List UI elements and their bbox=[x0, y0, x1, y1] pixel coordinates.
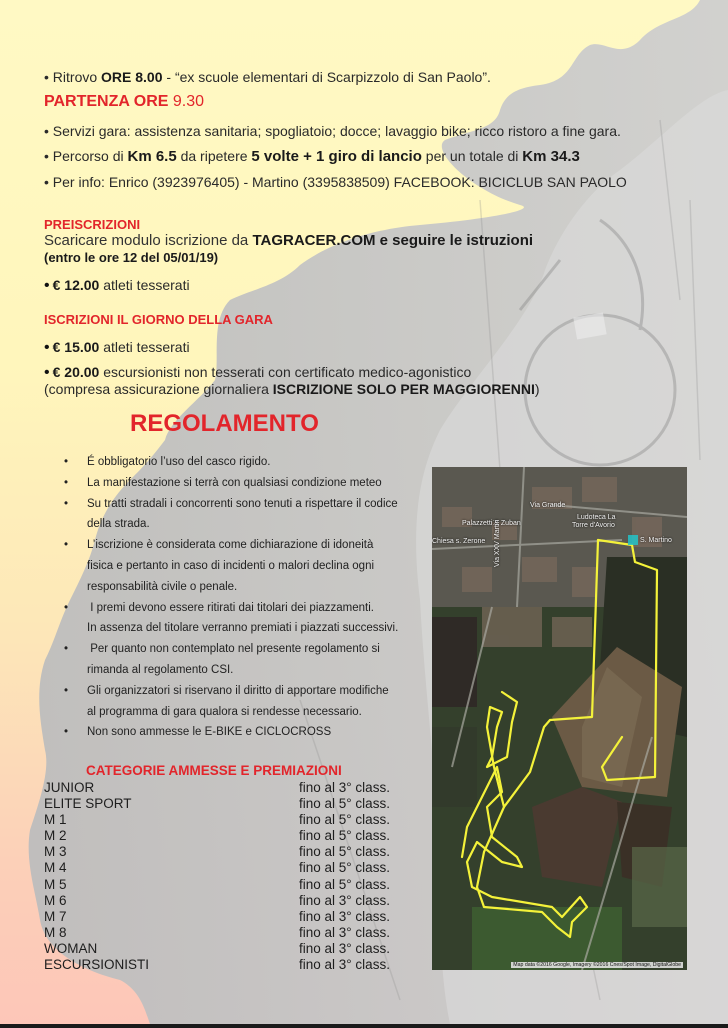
map-label-palazzetti: Palazzetti & Zuban bbox=[462, 520, 521, 527]
bullet-icon: • bbox=[64, 456, 69, 468]
rule-text: La manifestazione si terrà con qualsiasi condizione meteo bbox=[87, 476, 382, 489]
rule-text: Per quanto non contemplato nel presente regolamento si bbox=[87, 643, 380, 656]
category-name: JUNIOR bbox=[44, 780, 95, 795]
note-close: ) bbox=[534, 381, 540, 397]
category-name: M 3 bbox=[44, 844, 67, 860]
servizi-line: • Servizi gara: assistenza sanitaria; spogliatoio; docce; lavaggio bike; ricco ristoro a fine gara. bbox=[44, 123, 621, 139]
category-row bbox=[44, 828, 404, 844]
percorso-text-2: da ripetere bbox=[176, 148, 252, 164]
category-row bbox=[44, 909, 404, 925]
category-prize: fino al 3° class. bbox=[299, 940, 390, 956]
category-prize: fino al 5° class. bbox=[299, 796, 390, 812]
note-text: (compresa assicurazione giornaliera bbox=[44, 381, 273, 397]
course-map[interactable] bbox=[432, 467, 687, 970]
category-row bbox=[44, 941, 404, 957]
preiscrizioni-text: Scaricare modulo iscrizione da bbox=[44, 232, 253, 249]
rule-text: Su tratti stradali i concorrenti sono tenuti a rispettare il codice bbox=[87, 497, 398, 510]
ritrovo-line: • Ritrovo ORE 8.00 - “ex scuole elementari di Scarpizzolo di San Paolo”. bbox=[44, 69, 491, 85]
rule-text: I premi devono essere ritirati dai titolari dei piazzamenti. bbox=[87, 601, 374, 614]
category-row bbox=[44, 925, 404, 941]
category-row bbox=[44, 780, 404, 796]
regolamento-list bbox=[64, 452, 424, 743]
category-name: M 6 bbox=[44, 892, 67, 908]
rule-item bbox=[64, 452, 424, 473]
price-12-line bbox=[44, 277, 190, 293]
percorso-giri: 5 volte + 1 giro di lancio bbox=[251, 148, 422, 165]
regolamento-heading: REGOLAMENTO bbox=[130, 410, 319, 437]
preiscrizioni-heading: PREISCRIZIONI bbox=[44, 217, 141, 232]
category-prize: fino al 3° class. bbox=[299, 780, 390, 795]
category-prize: fino al 5° class. bbox=[299, 860, 390, 876]
rule-text: della strada. bbox=[87, 518, 150, 531]
preiscrizioni-instructions bbox=[44, 232, 533, 249]
category-prize: fino al 3° class. bbox=[299, 892, 390, 908]
rule-text: rimanda al regolamento CSI. bbox=[87, 663, 234, 676]
categorie-heading: CATEGORIE AMMESSE E PREMIAZIONI bbox=[86, 763, 342, 778]
rule-text: Non sono ammesse le E-BIKE e CICLOCROSS bbox=[87, 726, 332, 739]
map-label-torre: Torre d'Avorio bbox=[572, 522, 615, 529]
rule-text: al programma di gara qualora si rendesse necessario. bbox=[87, 705, 362, 718]
partenza-heading bbox=[44, 93, 204, 111]
percorso-line: • Percorso di Km 6.5 da ripetere 5 volte + 1 giro di lancio per un totale di Km 34.3 bbox=[44, 148, 580, 165]
rule-item bbox=[64, 639, 424, 681]
map-label-via-grande: Via Grande bbox=[530, 502, 566, 509]
map-attribution: Map data ©2016 Google, Imagery ©2016 Cnes/Spot Image, DigitalGlobe bbox=[513, 962, 681, 968]
category-row bbox=[44, 844, 404, 860]
bullet-icon: • bbox=[64, 476, 69, 489]
category-prize: fino al 5° class. bbox=[299, 812, 390, 828]
partenza-label: PARTENZA ORE bbox=[44, 93, 173, 110]
price-12: € 12.00 bbox=[52, 277, 100, 293]
bottom-border bbox=[0, 1024, 728, 1028]
category-name: M 1 bbox=[44, 812, 67, 828]
category-row bbox=[44, 957, 404, 973]
iscrizioni-giorno-heading: ISCRIZIONI IL GIORNO DELLA GARA bbox=[44, 312, 273, 327]
categorie-table bbox=[44, 780, 404, 973]
bullet-icon: • bbox=[44, 339, 50, 356]
ritrovo-text: Ritrovo bbox=[52, 69, 102, 85]
category-name: M 4 bbox=[44, 860, 67, 876]
rule-text: Gli organizzatori si riservano il diritto di apportare modifiche bbox=[87, 684, 389, 697]
partenza-time: 9.30 bbox=[172, 93, 205, 110]
percorso-text-3: per un totale di bbox=[421, 148, 523, 164]
price-20-desc: escursionisti non tesserati con certificato medico-agonistico bbox=[99, 364, 472, 380]
percorso-text-1: Percorso di bbox=[52, 148, 128, 164]
preiscrizioni-link-text[interactable]: TAGRACER.COM e seguire le istruzioni bbox=[252, 232, 534, 249]
category-row bbox=[44, 893, 404, 909]
map-label-s-martino: S. Martino bbox=[640, 537, 672, 544]
bullet-icon: • bbox=[44, 277, 50, 294]
bullet-icon: • bbox=[64, 684, 69, 697]
ritrovo-time: ORE 8.00 bbox=[101, 69, 163, 85]
rule-text: In assenza del titolare verranno premiati i piazzati successivi. bbox=[87, 622, 399, 635]
price-12-desc: atleti tesserati bbox=[99, 277, 190, 293]
category-row bbox=[44, 796, 404, 812]
price-20-line bbox=[44, 364, 471, 380]
category-name: M 5 bbox=[44, 876, 67, 892]
bullet-icon: • bbox=[64, 643, 69, 656]
map-label-zerone: Chiesa s. Zerone bbox=[432, 538, 486, 545]
rule-text: É obbligatorio l’uso del casco rigido. bbox=[87, 456, 271, 468]
category-row bbox=[44, 860, 404, 876]
map-label-via-martiri: Via XXV Martiri bbox=[494, 519, 501, 567]
category-prize: fino al 5° class. bbox=[299, 876, 390, 892]
map-label-ludoteca: Ludoteca La bbox=[577, 514, 616, 521]
ritrovo-place: - “ex scuole elementari di Scarpizzolo di San Paolo”. bbox=[162, 69, 491, 85]
category-name: ESCURSIONISTI bbox=[44, 957, 150, 973]
servizi-text: Servizi gara: assistenza sanitaria; spogliatoio; docce; lavaggio bike; ricco ristoro a fine gara. bbox=[52, 123, 621, 139]
category-name: ELITE SPORT bbox=[44, 796, 132, 812]
category-name: WOMAN bbox=[44, 940, 98, 956]
preiscrizioni-deadline: (entro le ore 12 del 05/01/19) bbox=[44, 250, 219, 265]
category-prize: fino al 3° class. bbox=[299, 957, 390, 973]
price-15-line bbox=[44, 339, 190, 355]
category-row bbox=[44, 812, 404, 828]
category-prize: fino al 3° class. bbox=[299, 924, 390, 940]
rule-item bbox=[64, 494, 424, 536]
category-prize: fino al 5° class. bbox=[299, 844, 390, 860]
category-prize: fino al 5° class. bbox=[299, 828, 390, 844]
price-15: € 15.00 bbox=[52, 339, 100, 355]
rule-item bbox=[64, 598, 424, 640]
rule-item bbox=[64, 473, 424, 494]
category-row bbox=[44, 877, 404, 893]
percorso-km: Km 6.5 bbox=[127, 148, 177, 165]
category-name: M 8 bbox=[44, 924, 67, 940]
contatti-text: Per info: Enrico (3923976405) - Martino (3395838509) FACEBOOK: BICICLUB SAN PAOLO bbox=[52, 174, 627, 190]
category-name: M 7 bbox=[44, 908, 67, 924]
bullet-icon: • bbox=[64, 497, 69, 510]
category-name: M 2 bbox=[44, 828, 67, 844]
bullet-icon: • bbox=[64, 539, 69, 552]
bullet-icon: • bbox=[64, 726, 69, 739]
price-20: € 20.00 bbox=[52, 364, 100, 380]
bullet-icon: • bbox=[44, 364, 50, 381]
category-prize: fino al 3° class. bbox=[299, 908, 390, 924]
price-15-desc: atleti tesserati bbox=[99, 339, 190, 355]
contatti-line: • Per info: Enrico (3923976405) - Martino (3395838509) FACEBOOK: BICICLUB SAN PAOLO bbox=[44, 174, 627, 190]
assicurazione-note bbox=[44, 381, 540, 397]
rule-text: fisica e pertanto in caso di incidenti o malori declina ogni bbox=[87, 559, 375, 572]
rule-item bbox=[64, 681, 424, 723]
rule-item bbox=[64, 535, 424, 597]
preiscrizioni-deadline-line bbox=[44, 250, 218, 265]
note-bold: ISCRIZIONE SOLO PER MAGGIORENNI bbox=[272, 381, 535, 397]
rule-text: responsabilità civile o penale. bbox=[87, 580, 238, 593]
percorso-totale: Km 34.3 bbox=[522, 148, 580, 165]
bullet-icon: • bbox=[64, 601, 69, 614]
rule-item bbox=[64, 722, 424, 743]
rule-text: L’iscrizione è considerata come dichiarazione di idoneità bbox=[87, 539, 374, 552]
